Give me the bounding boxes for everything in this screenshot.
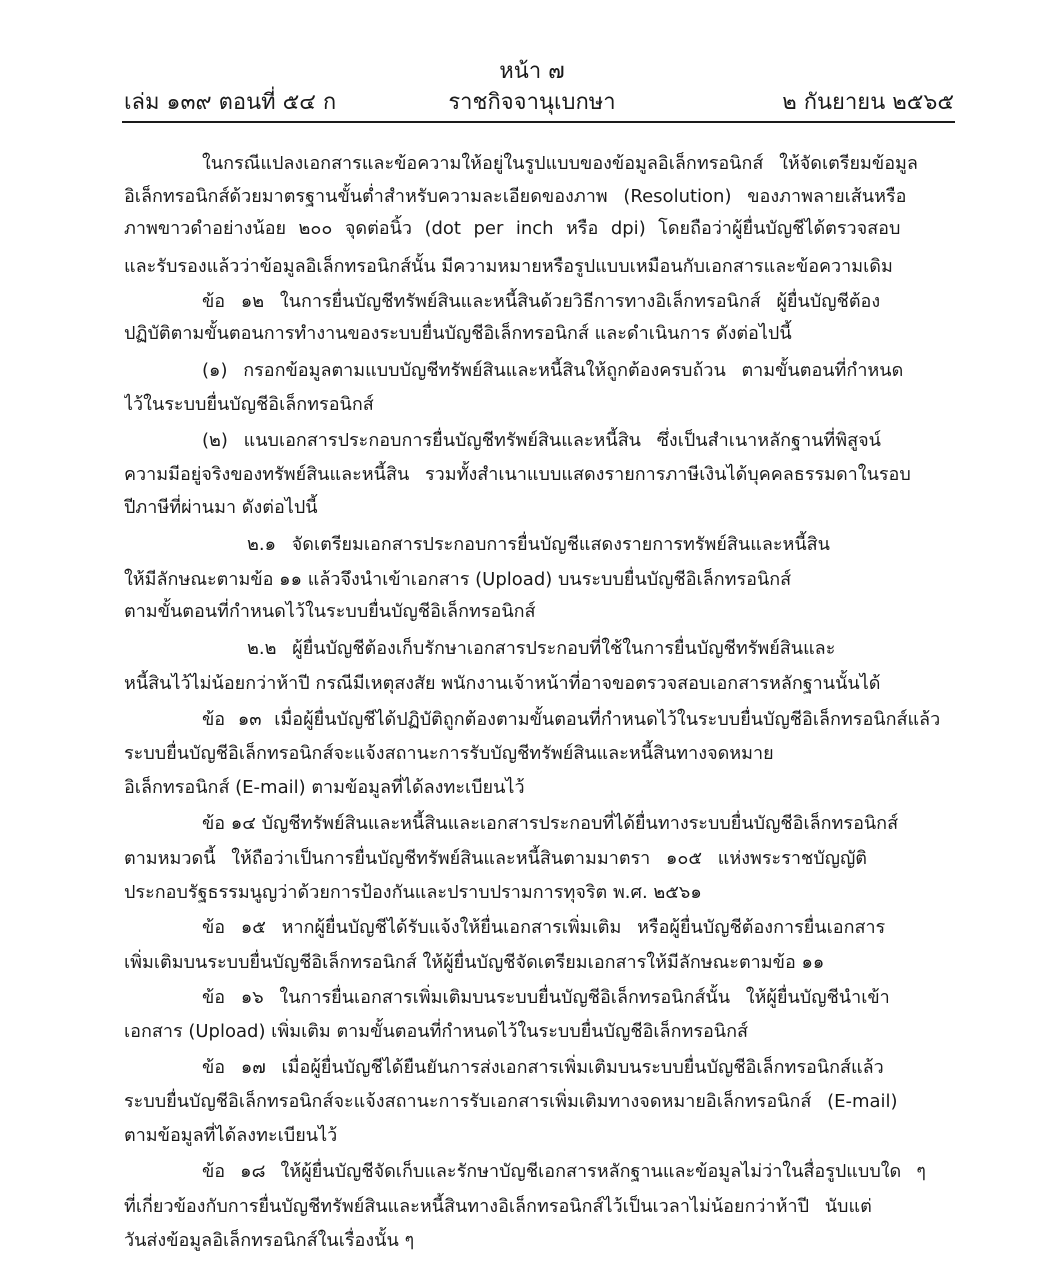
- body-line: ข้อ ๑๒ ในการยื่นบัญชีทรัพย์สินและหนี้สินด้วยวิธีการทางอิเล็กทรอนิกส์ ผู้ยื่นบัญชีต้อง: [202, 291, 881, 312]
- body-line: ความมีอยู่จริงของทรัพย์สินและหนี้สิน รวมทั้งสำเนาแบบแสดงรายการภาษีเงินได้บุคคลธรรมดาในรอบ: [124, 464, 911, 485]
- body-line: และรับรองแล้วว่าข้อมูลอิเล็กทรอนิกส์นั้น มีความหมายหรือรูปแบบเหมือนกับเอกสารและข้อความเดิม: [124, 256, 893, 277]
- body-line: ข้อ ๑๗ เมื่อผู้ยื่นบัญชีได้ยืนยันการส่งเอกสารเพิ่มเติมบนระบบยื่นบัญชีอิเล็กทรอนิกส์แล้ว: [202, 1057, 884, 1078]
- body-line: วันส่งข้อมูลอิเล็กทรอนิกส์ในเรื่องนั้น ๆ: [124, 1230, 415, 1251]
- body-line: ตามข้อมูลที่ได้ลงทะเบียนไว้: [124, 1125, 338, 1146]
- body-line: ตามหมวดนี้ ให้ถือว่าเป็นการยื่นบัญชีทรัพย์สินและหนี้สินตามมาตรา ๑๐๕ แห่งพระราชบัญญัติ: [124, 848, 867, 869]
- body-line: (๑) กรอกข้อมูลตามแบบบัญชีทรัพย์สินและหนี้สินให้ถูกต้องครบถ้วน ตามขั้นตอนที่กำหนด: [202, 360, 904, 381]
- body-line: เพิ่มเติมบนระบบยื่นบัญชีอิเล็กทรอนิกส์ ให้ผู้ยื่นบัญชีจัดเตรียมเอกสารให้มีลักษณะตามข้อ ๑๑: [124, 952, 825, 973]
- body-line: ข้อ ๑๔ บัญชีทรัพย์สินและหนี้สินและเอกสารประกอบที่ได้ยื่นทางระบบยื่นบัญชีอิเล็กทรอนิกส์: [202, 813, 899, 834]
- body-line: ข้อ ๑๘ ให้ผู้ยื่นบัญชีจัดเก็บและรักษาบัญชีเอกสารหลักฐานและข้อมูลไม่ว่าในสื่อรูปแบบใด ๆ: [202, 1161, 926, 1182]
- publication-date: ๒ กันยายน ๒๕๖๕: [782, 90, 954, 115]
- body-line: (๒) แนบเอกสารประกอบการยื่นบัญชีทรัพย์สินและหนี้สิน ซึ่งเป็นสำเนาหลักฐานที่พิสูจน์: [202, 430, 881, 451]
- body-line: อิเล็กทรอนิกส์ด้วยมาตรฐานขั้นต่ำสำหรับความละเอียดของภาพ (Resolution) ของภาพลายเส้นหรือ: [124, 186, 907, 207]
- header-rule: [122, 121, 955, 123]
- body-line: ในกรณีแปลงเอกสารและข้อความให้อยู่ในรูปแบบของข้อมูลอิเล็กทรอนิกส์ ให้จัดเตรียมข้อมูล: [202, 153, 918, 174]
- publication-title: ราชกิจจานุเบกษา: [448, 90, 616, 115]
- body-line: ตามขั้นตอนที่กำหนดไว้ในระบบยื่นบัญชีอิเล็กทรอนิกส์: [124, 601, 536, 622]
- body-line: ให้มีลักษณะตามข้อ ๑๑ แล้วจึงนำเข้าเอกสาร (Upload) บนระบบยื่นบัญชีอิเล็กทรอนิกส์: [124, 569, 792, 590]
- body-line: ระบบยื่นบัญชีอิเล็กทรอนิกส์จะแจ้งสถานะการรับเอกสารเพิ่มเติมทางจดหมายอิเล็กทรอนิกส์ (E-mail): [124, 1091, 898, 1112]
- body-line: หนี้สินไว้ไม่น้อยกว่าห้าปี กรณีมีเหตุสงสัย พนักงานเจ้าหน้าที่อาจขอตรวจสอบเอกสารหลักฐานนั้นได้: [124, 673, 881, 694]
- body-line: ที่เกี่ยวข้องกับการยื่นบัญชีทรัพย์สินและหนี้สินทางอิเล็กทรอนิกส์ไว้เป็นเวลาไม่น้อยกว่าห้าปี นับแต่: [124, 1196, 872, 1217]
- body-line: ปฏิบัติตามขั้นตอนการทำงานของระบบยื่นบัญชีอิเล็กทรอนิกส์ และดำเนินการ ดังต่อไปนี้: [124, 323, 792, 344]
- body-line: ระบบยื่นบัญชีอิเล็กทรอนิกส์จะแจ้งสถานะการรับบัญชีทรัพย์สินและหนี้สินทางจดหมาย: [124, 743, 774, 764]
- page-number: หน้า ๗: [499, 59, 565, 84]
- body-line: ไว้ในระบบยื่นบัญชีอิเล็กทรอนิกส์: [124, 394, 374, 415]
- body-line: ประกอบรัฐธรรมนูญว่าด้วยการป้องกันและปราบปรามการทุจริต พ.ศ. ๒๕๖๑: [124, 882, 702, 903]
- body-line: ปีภาษีที่ผ่านมา ดังต่อไปนี้: [124, 497, 318, 518]
- body-line: เอกสาร (Upload) เพิ่มเติม ตามขั้นตอนที่กำหนดไว้ในระบบยื่นบัญชีอิเล็กทรอนิกส์: [124, 1021, 748, 1042]
- body-line: ข้อ ๑๖ ในการยื่นเอกสารเพิ่มเติมบนระบบยื่นบัญชีอิเล็กทรอนิกส์นั้น ให้ผู้ยื่นบัญชีนำเข้า: [202, 987, 890, 1008]
- body-line: ๒.๑ จัดเตรียมเอกสารประกอบการยื่นบัญชีแสดงรายการทรัพย์สินและหนี้สิน: [247, 534, 830, 555]
- body-line: ข้อ ๑๕ หากผู้ยื่นบัญชีได้รับแจ้งให้ยื่นเอกสารเพิ่มเติม หรือผู้ยื่นบัญชีต้องการยื่นเอกสาร: [202, 917, 886, 938]
- body-line: ภาพขาวดำอย่างน้อย ๒๐๐ จุดต่อนิ้ว (dot per inch หรือ dpi) โดยถือว่าผู้ยื่นบัญชีได้ตรวจสอบ: [124, 218, 901, 239]
- volume-info: เล่ม ๑๓๙ ตอนที่ ๕๔ ก: [124, 90, 337, 115]
- body-line: ข้อ ๑๓ เมื่อผู้ยื่นบัญชีได้ปฏิบัติถูกต้องตามขั้นตอนที่กำหนดไว้ในระบบยื่นบัญชีอิเล็กทรอนิกส์แล้ว: [202, 709, 941, 730]
- body-line: อิเล็กทรอนิกส์ (E-mail) ตามข้อมูลที่ได้ลงทะเบียนไว้: [124, 777, 525, 798]
- body-line: ๒.๒ ผู้ยื่นบัญชีต้องเก็บรักษาเอกสารประกอบที่ใช้ในการยื่นบัญชีทรัพย์สินและ: [247, 638, 836, 659]
